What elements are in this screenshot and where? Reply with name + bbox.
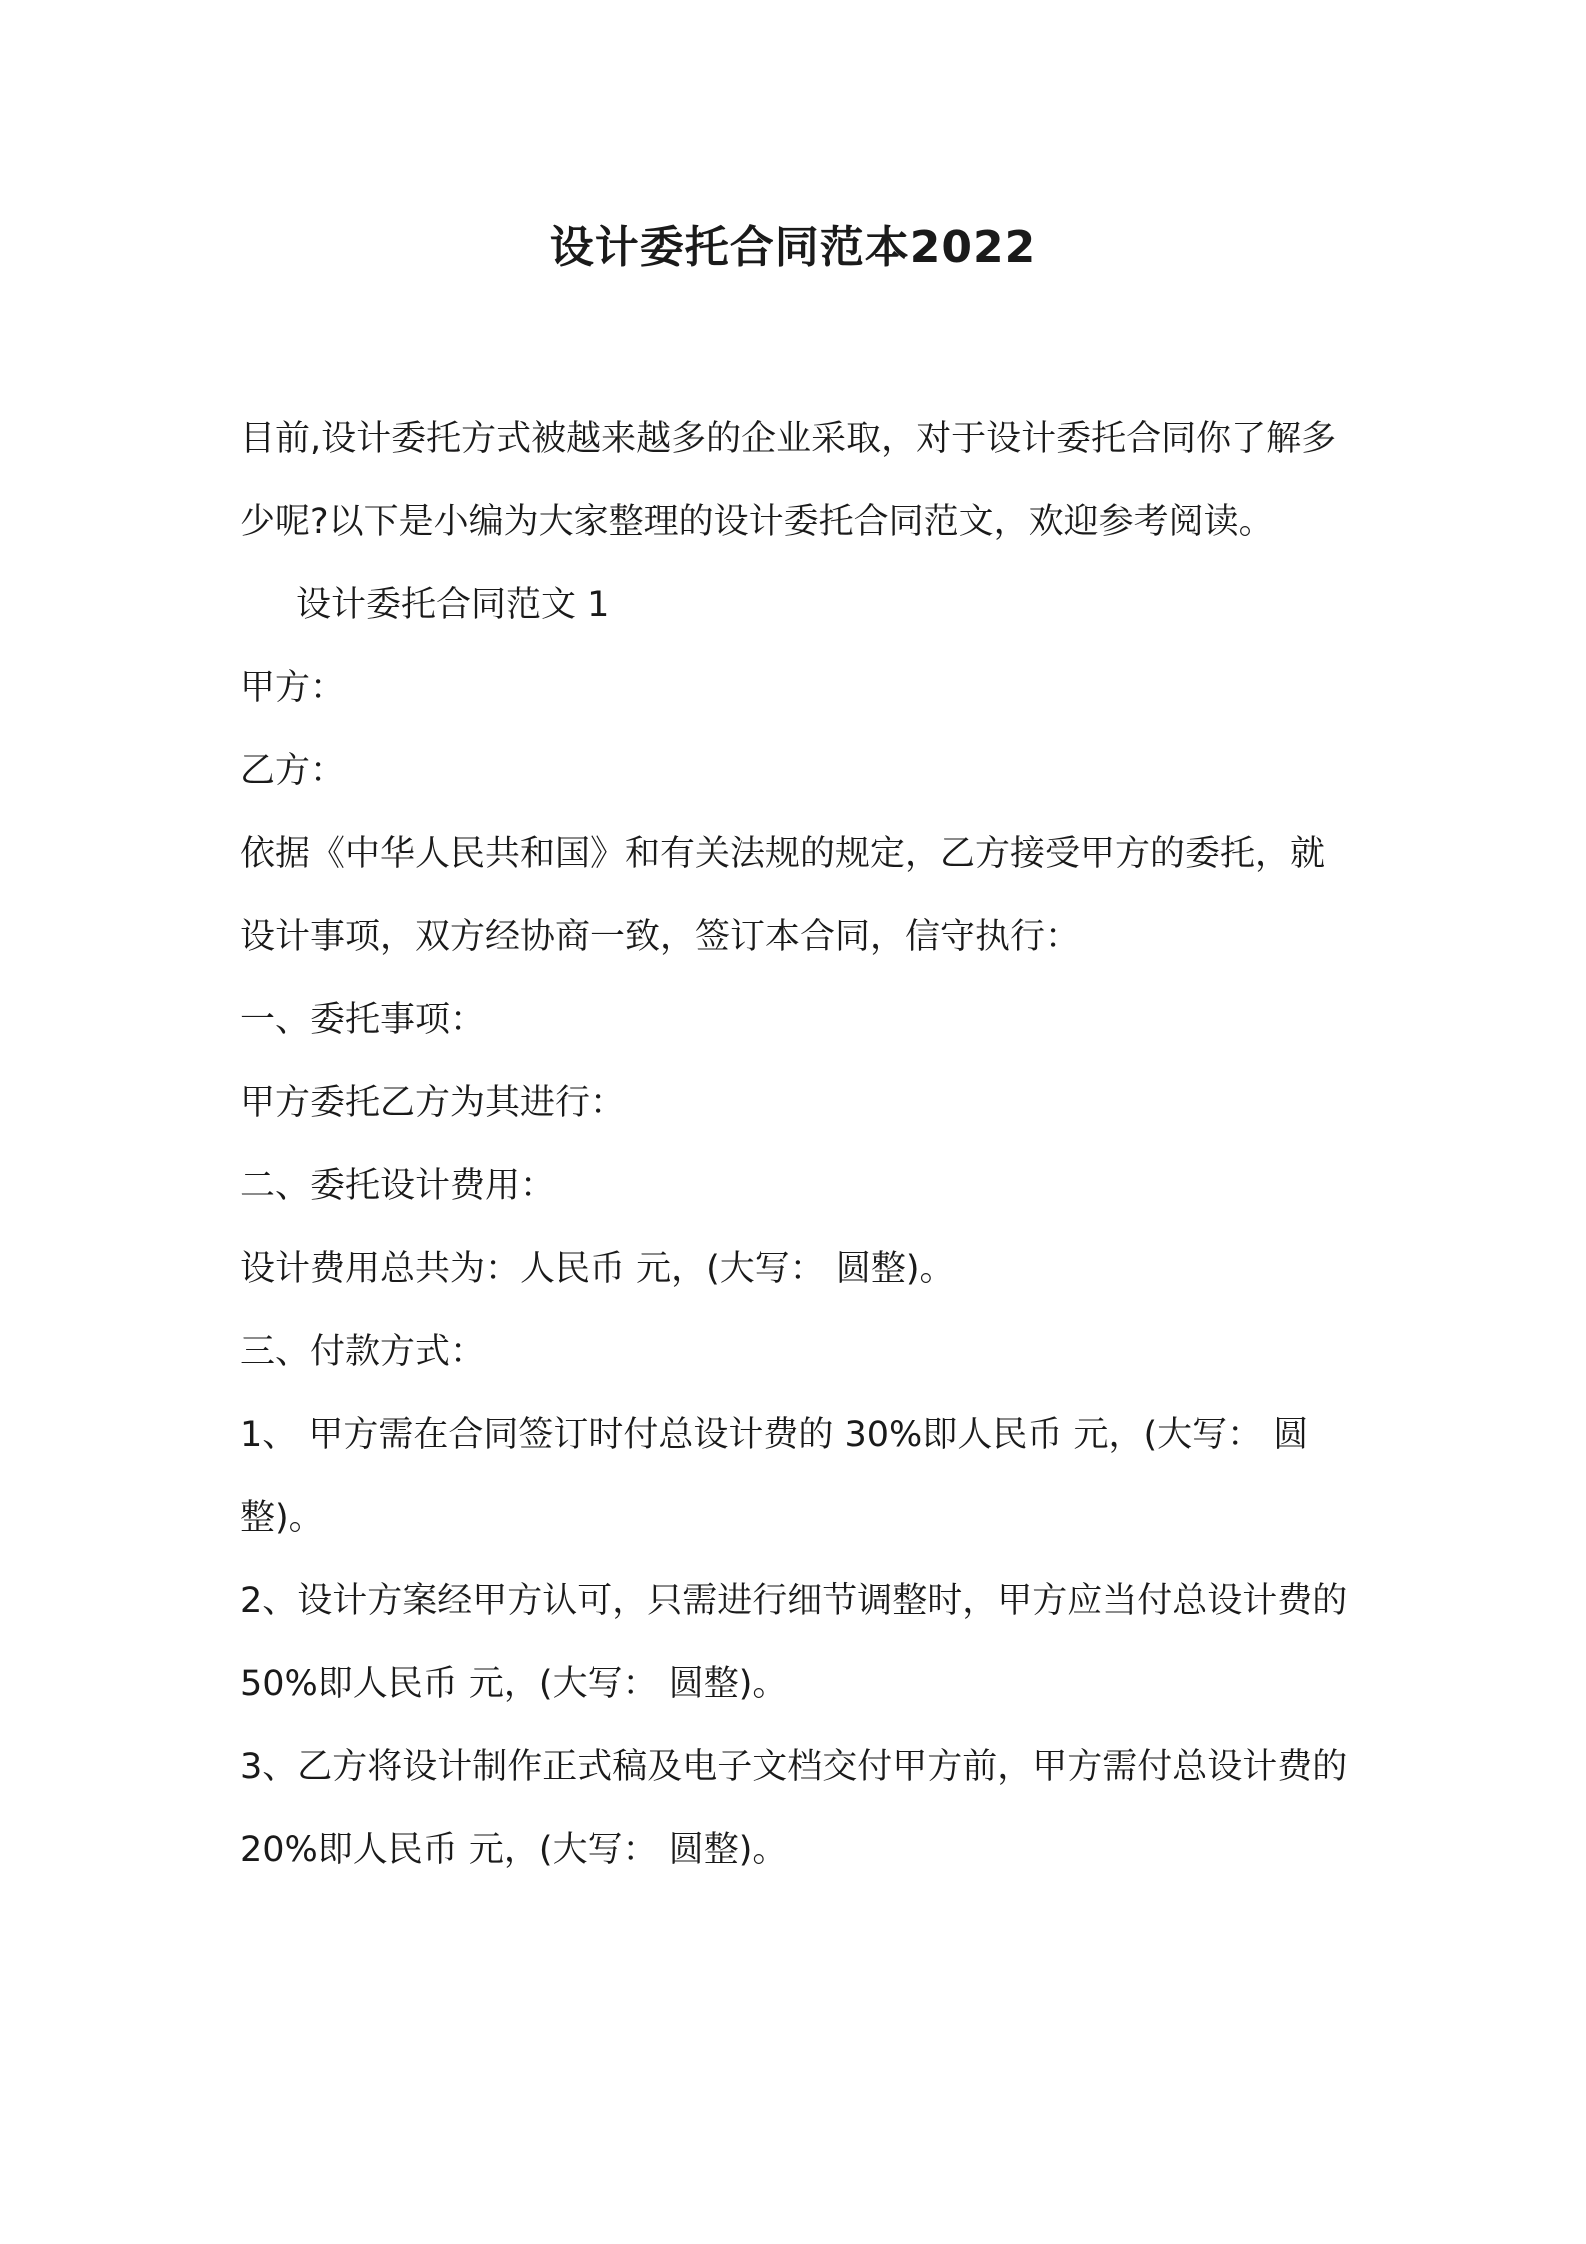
- payment-item-2: 2、设计方案经甲方认可，只需进行细节调整时，甲方应当付总设计费的 50%即人民币 元，(大写： 圆整)。: [240, 1581, 1348, 1704]
- party-b-line: 乙方：: [240, 751, 346, 791]
- payment-item-3: 3、乙方将设计制作正式稿及电子文档交付甲方前，甲方需付总设计费的 20%即人民币 元，(大写： 圆整)。: [240, 1747, 1348, 1870]
- legal-basis-paragraph: 依据《中华人民共和国》和有关法规的规定，乙方接受甲方的委托，就设计事项，双方经协商一致，签订本合同，信守执行：: [240, 834, 1326, 957]
- document-title: 设计委托合同范本2022: [549, 222, 1037, 273]
- payment-item-1: 1、 甲方需在合同签订时付总设计费的 30%即人民币 元，(大写： 圆整)。: [240, 1415, 1309, 1538]
- clause-text-2: 设计费用总共为：人民币 元，(大写： 圆整)。: [240, 1249, 955, 1289]
- document-body: [240, 398, 1354, 1892]
- clause-text-1: 甲方委托乙方为其进行：: [240, 1083, 626, 1123]
- clause-heading-2: 二、委托设计费用：: [240, 1166, 556, 1206]
- party-a-line: 甲方：: [240, 668, 346, 708]
- intro-paragraph: 目前,设计委托方式被越来越多的企业采取，对于设计委托合同你了解多少呢?以下是小编为大家整理的设计委托合同范文，欢迎参考阅读。: [240, 419, 1337, 542]
- clause-heading-3: 三、付款方式：: [240, 1332, 486, 1372]
- section-heading: 设计委托合同范文 1: [296, 585, 610, 625]
- clause-heading-1: 一、委托事项：: [240, 1000, 486, 1040]
